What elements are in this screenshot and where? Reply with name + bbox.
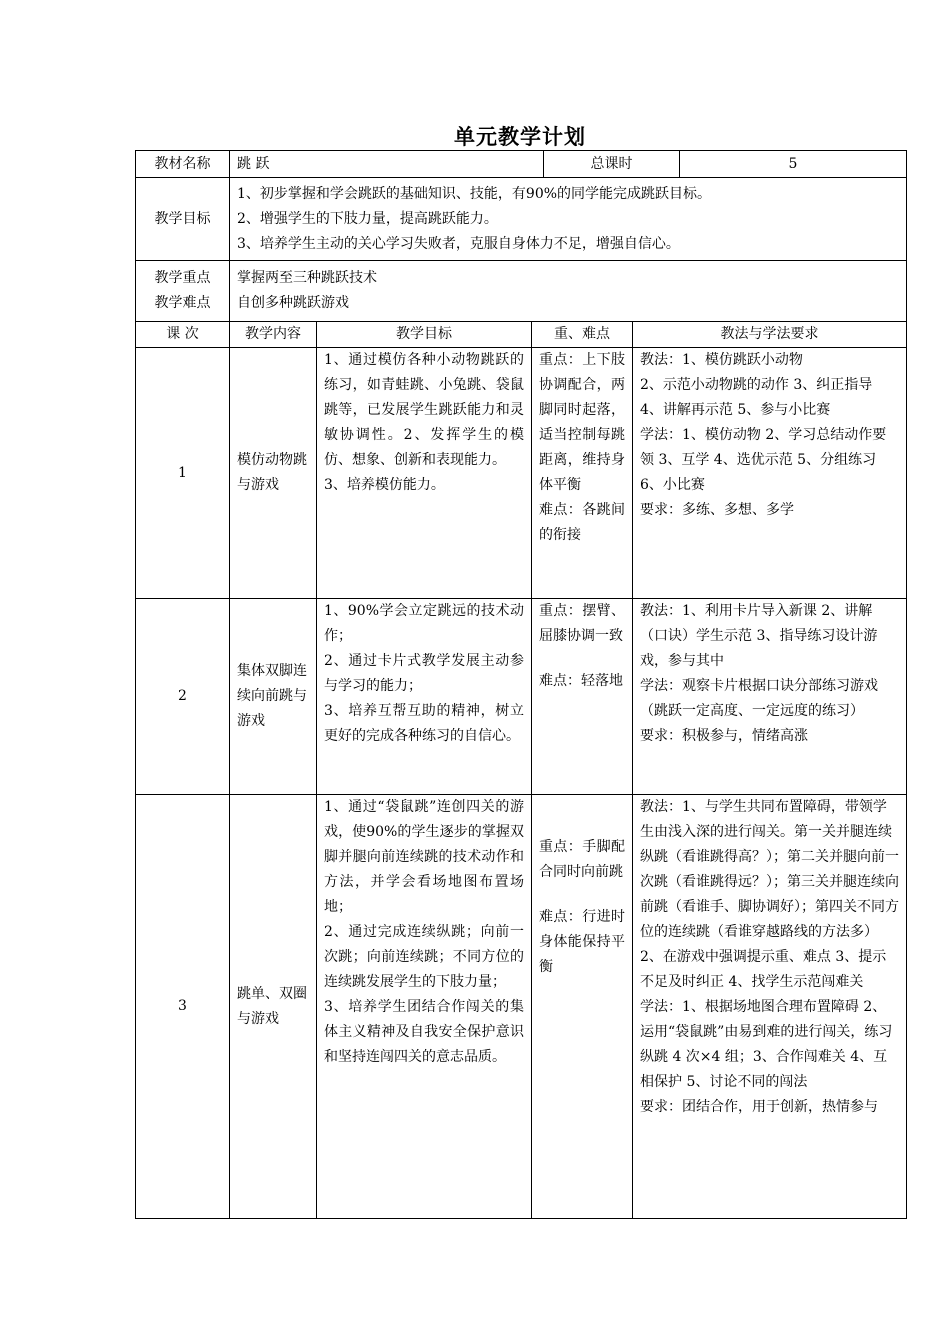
spacer xyxy=(539,649,625,669)
lesson-row-2 xyxy=(136,599,907,795)
material-value: 跳 跃 xyxy=(230,151,544,178)
goal-item: 2、增强学生的下肢力量，提高跳跃能力。 xyxy=(237,210,498,227)
header-key-difficulty: 重、难点 xyxy=(532,322,633,348)
lesson-key: 重点：手脚配合同时向前跳 xyxy=(539,839,625,880)
lesson-content: 跳单、双圈与游戏 xyxy=(230,795,317,1219)
header-row xyxy=(136,322,907,348)
lesson-key: 重点：上下肢协调配合，两脚同时起落，适当控制每跳距离，维持身体平衡 xyxy=(539,352,625,493)
hours-label: 总课时 xyxy=(544,151,680,178)
lesson-content: 模仿动物跳与游戏 xyxy=(230,348,317,599)
goal-label: 教学目标 xyxy=(136,178,230,261)
hours-value: 5 xyxy=(680,151,907,178)
lesson-objective: 1、通过模仿各种小动物跳跃的练习，如青蛙跳、小兔跳、袋鼠跳等，已发展学生跳跃能力和灵敏协调性。2、发挥学生的模仿、想象、创新和表现能力。 3、培养模仿能力。 xyxy=(317,348,532,599)
lesson-method: 教法：1、模仿跳跃小动物 2、示范小动物跳的动作 3、纠正指导 4、讲解再示范 5、参与小比赛 学法：1、模仿动物 2、学习总结动作要领 3、互学 4、选优示范 5、分组练习 6、小比赛 要求：多练、多想、多学 xyxy=(633,348,907,599)
key-label: 教学重点 xyxy=(154,270,211,286)
header-content: 教学内容 xyxy=(230,322,317,348)
key-value: 掌握两至三种跳跃技术 xyxy=(237,270,377,286)
goal-item: 1、初步掌握和学会跳跃的基础知识、技能，有90%的同学能完成跳跃目标。 xyxy=(237,185,712,202)
lesson-key-difficulty xyxy=(532,795,633,1219)
lesson-objective: 1、通过“袋鼠跳”连创四关的游戏，使90%的学生逐步的掌握双脚并腿向前连续跳的技术动作和方法，并学会看场地图布置场地； 2、通过完成连续纵跳；向前一次跳；向前连续跳；不同方位的连续跳发展学生的下肢力量； 3、培养学生团结合作闯关的集体主义精神及自我安全保护意识和坚持连闯四关的意志品质。 xyxy=(317,795,532,1219)
goal-cell xyxy=(230,178,907,261)
lesson-key-difficulty xyxy=(532,348,633,599)
spacer xyxy=(539,885,625,905)
goal-item: 3、培养学生主动的关心学习失败者，克服自身体力不足，增强自信心。 xyxy=(237,235,680,252)
material-label: 教材名称 xyxy=(136,151,230,178)
lesson-difficulty: 难点：轻落地 xyxy=(539,673,623,689)
key-difficulty-row xyxy=(136,261,907,322)
difficulty-value: 自创多种跳跃游戏 xyxy=(237,295,349,311)
lesson-objective: 1、90%学会立定跳远的技术动作； 2、通过卡片式教学发展主动参与学习的能力； 3、培养互帮互助的精神，树立更好的完成各种练习的自信心。 xyxy=(317,599,532,795)
lesson-method: 教法：1、与学生共同布置障碍，带领学生由浅入深的进行闯关。第一关并腿连续纵跳（看谁跳得高？）；第二关并腿向前一次跳（看谁跳得远？）；第三关并腿连续向前跳（看谁手、脚协调好）；第四关不同方位的连续跳（看谁穿越路线的方法多）2、在游戏中强调提示重、难点 3、提示不足及时纠正 4、找学生示范闯难关 学法：1、根据场地图合理布置障碍 2、运用“袋鼠跳”由易到难的进行闯关，练习纵跳 4 次×4 组；3、合作闯难关 4、互相保护 5、讨论不同的闯法 要求：团结合作，用于创新，热情参与 xyxy=(633,795,907,1219)
lesson-key: 重点：摆臂、屈膝协调一致 xyxy=(539,603,625,644)
goal-row xyxy=(136,178,907,261)
lesson-difficulty: 难点：行进时身体能保持平衡 xyxy=(539,909,625,975)
lesson-row-3 xyxy=(136,795,907,1219)
lesson-difficulty: 难点：各跳间的衔接 xyxy=(539,502,625,543)
lesson-method: 教法：1、利用卡片导入新课 2、讲解（口诀）学生示范 3、指导练习设计游戏，参与其中 学法：观察卡片根据口诀分部练习游戏（跳跃一定高度、一定远度的练习） 要求：积极参与，情绪高涨 xyxy=(633,599,907,795)
lesson-row-1 xyxy=(136,348,907,599)
key-difficulty-label-cell xyxy=(136,261,230,322)
key-difficulty-value-cell xyxy=(230,261,907,322)
lesson-content: 集体双脚连续向前跳与游戏 xyxy=(230,599,317,795)
lesson-no: 3 xyxy=(136,795,230,1219)
lesson-plan-table xyxy=(135,321,907,1219)
lesson-no: 1 xyxy=(136,348,230,599)
header-method: 教法与学法要求 xyxy=(633,322,907,348)
unit-info-table xyxy=(135,150,907,322)
material-row xyxy=(136,151,907,178)
header-objective: 教学目标 xyxy=(317,322,532,348)
lesson-key-difficulty xyxy=(532,599,633,795)
page-title: 单元教学计划 xyxy=(454,125,586,149)
header-lesson-no: 课 次 xyxy=(136,322,230,348)
lesson-no: 2 xyxy=(136,599,230,795)
difficulty-label: 教学难点 xyxy=(154,295,211,311)
